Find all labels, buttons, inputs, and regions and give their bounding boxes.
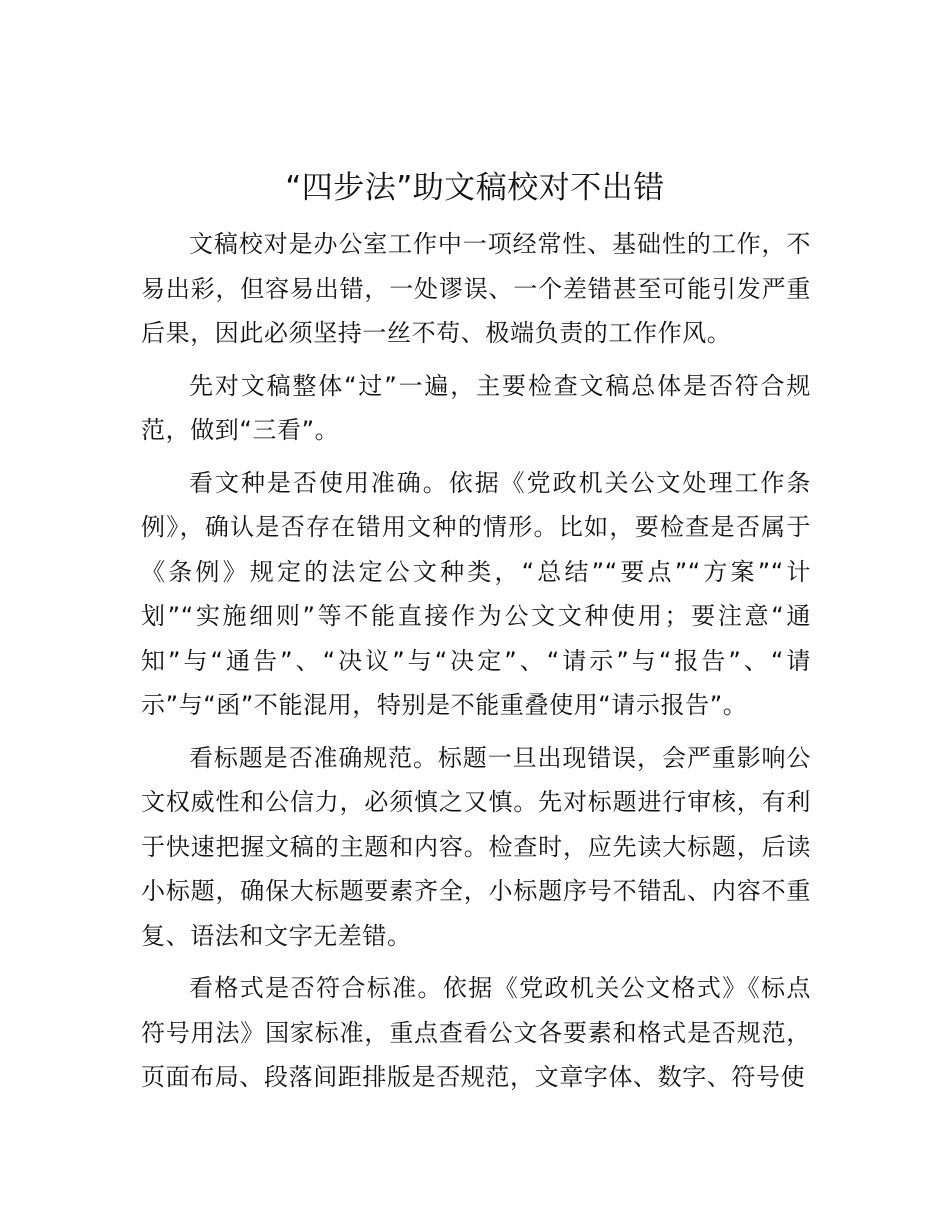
paragraph-intro: 文稿校对是办公室工作中一项经常性、基础性的工作，不易出彩，但容易出错，一处谬误、一个差错甚至可能引发严重后果，因此必须坚持一丝不苟、极端负责的工作作风。 xyxy=(141,230,811,347)
paragraph-document-type: 看文种是否使用准确。依据《党政机关公文处理工作条例》，确认是否存在错用文种的情形。比如，要检查是否属于《条例》规定的法定公文种类，“总结”“要点”“方案”“计划”“实施细则”等不能直接作为公文文种使用；要注意“通知”与“通告”、“决议”与“决定”、“请示”与“报告”、“请示”与“函”不能混用，特别是不能重叠使用“请示报告”。 xyxy=(141,468,811,719)
paragraph-title-check: 看标题是否准确规范。标题一旦出现错误，会严重影响公文权威性和公信力，必须慎之又慎。先对标题进行审核，有利于快速把握文稿的主题和内容。检查时，应先读大标题，后读小标题，确保大标题要素齐全，小标题序号不错乱、内容不重复、语法和文字无差错。 xyxy=(141,743,811,950)
paragraph-overview: 先对文稿整体“过”一遍，主要检查文稿总体是否符合规范，做到“三看”。 xyxy=(141,371,811,444)
document-title: “四步法”助文稿校对不出错 xyxy=(285,170,665,206)
paragraph-format-check: 看格式是否符合标准。依据《党政机关公文格式》《标点符号用法》国家标准，重点查看公文各要素和格式是否规范，页面布局、段落间距排版是否规范，文章字体、数字、符号使 xyxy=(141,974,811,1091)
document-body xyxy=(141,222,811,1108)
